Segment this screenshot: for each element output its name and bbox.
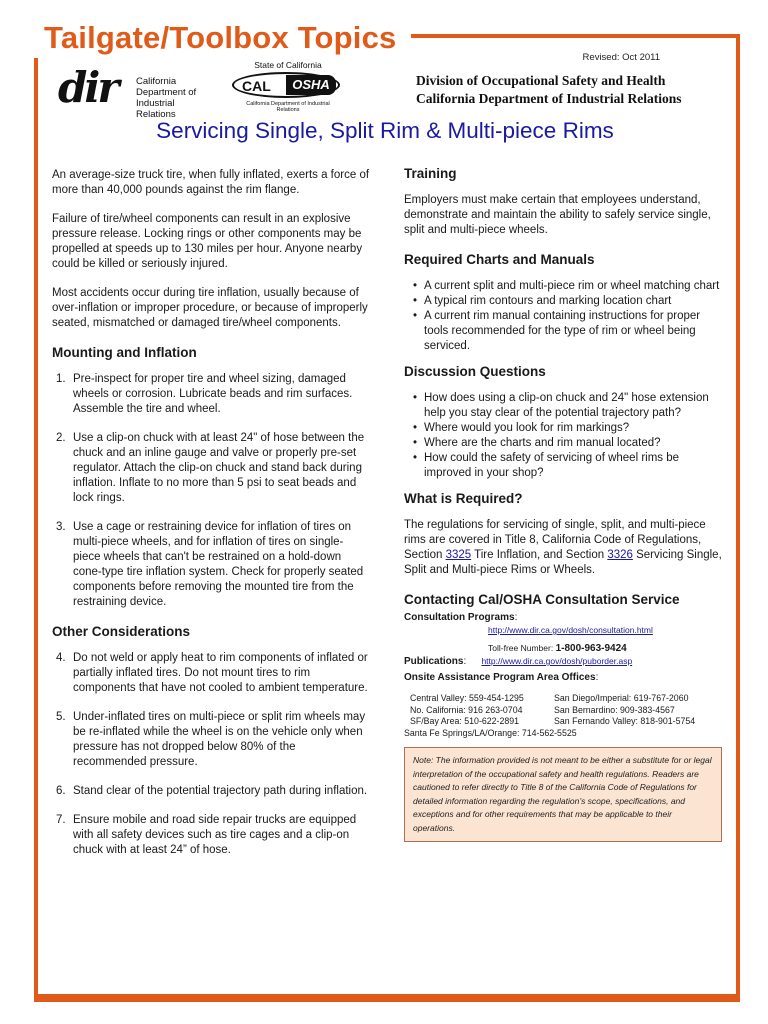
list-item: [52, 431, 370, 506]
required-heading: What is Required?: [404, 491, 523, 506]
dir-logo-text: [136, 76, 208, 120]
calosha-state-text: State of California: [254, 60, 322, 70]
department-line: California Department of Industrial Relations: [416, 91, 682, 106]
intro-paragraph: An average-size truck tire, when fully inflated, exerts a force of more than 40,000 pounds against the rim flange.: [52, 169, 370, 196]
list-item: • A typical rim contours and marking location chart: [404, 294, 722, 309]
office-entry: Central Valley: 559-454-1295: [410, 693, 524, 703]
main-title: Tailgate/Toolbox Topics: [44, 20, 397, 55]
list-item: • How does using a clip-on chuck and 24" hose extension help you stay clear of the potential trajectory path?: [404, 391, 722, 421]
mounting-steps-list: [52, 372, 370, 610]
training-heading: Training: [404, 166, 457, 181]
required-text: The regulations for servicing of single, split, and multi-piece rims are covered in Title 8, California Code of Regulations, Section: [404, 519, 706, 561]
section-3326-link[interactable]: 3326: [607, 549, 633, 561]
step-text: Use a clip-on chuck with at least 24" of hose between the chuck and an inline gauge and valve or properly pre-set regulator. Attach the clip-on chuck and stand back during inflation. Inflate to no more than 5 psi to seat beads and lock rings.: [73, 432, 365, 504]
offices-list: [404, 693, 722, 739]
onsite-colon: :: [595, 672, 599, 683]
required-text: Tire Inflation, and Section: [471, 549, 608, 561]
step-text: Use a cage or restraining device for inflation of tires on multi-piece wheels, and for inflation of tires on single-piece wheels that can't be restrained on a hold-down cone-type tire inflation system. Check for properly seated components before removing the mounted tire from the restraining device.: [73, 521, 364, 608]
consultation-label: Consultation Programs: [404, 612, 515, 623]
step-number: 7.: [56, 814, 66, 826]
publications-label: Publications: [404, 656, 464, 667]
calosha-oval: [232, 72, 340, 98]
list-item: • Where would you look for rim markings?: [404, 421, 722, 436]
step-text: Pre-inspect for proper tire and wheel sizing, damaged wheels or corrosion. Lubricate beads and rim surfaces. Assemble the tire and wheel.: [73, 373, 353, 415]
list-item: • A current split and multi-piece rim or wheel matching chart: [404, 279, 722, 294]
tollfree-label: Toll-free Number:: [488, 643, 556, 653]
discussion-heading: Discussion Questions: [404, 364, 546, 379]
section-3325-link[interactable]: 3325: [445, 549, 472, 561]
title-band: [26, 18, 411, 58]
list-item: [52, 813, 370, 858]
calosha-osha-text: OSHA: [286, 75, 336, 95]
charts-heading: Required Charts and Manuals: [404, 252, 595, 267]
list-item: [52, 651, 370, 696]
disclaimer-note: Note: The information provided is not meant to be either a substitute for or legal interpretation of the occupational safety and health regulations. Readers are cautioned to refer directly to Title 8 of the California Code of Regulations for detailed information regarding the regulation’s scope, specifications, and exceptions and for other requirements that may be applicable to their operations.: [404, 747, 722, 842]
step-text: Do not weld or apply heat to rim components of inflated or partially inflated tires. Do not mount tires to rim components that have not cooled to ambient temperature.: [73, 652, 368, 694]
intro-paragraph: Failure of tire/wheel components can result in an explosive pressure release. Locking rings or other components may be propelled at speeds up to 130 miles per hour. Anyone nearby could be killed or seriously injured.: [52, 213, 363, 270]
list-item: • A current rim manual containing instructions for proper tools recommended for the type of rim or wheel being serviced.: [404, 309, 722, 354]
step-number: 2.: [56, 432, 66, 444]
publications-colon: :: [463, 656, 467, 667]
office-entry: Santa Fe Springs/LA/Orange: 714-562-5525: [404, 727, 577, 738]
office-entry: San Fernando Valley: 818-901-5754: [554, 716, 696, 726]
step-number: 6.: [56, 785, 66, 797]
consultation-url-row: [488, 624, 722, 636]
step-text: Stand clear of the potential trajectory path during inflation.: [73, 785, 368, 797]
step-number: 4.: [56, 652, 66, 664]
office-entry: San Bernardino: 909-383-4567: [554, 704, 675, 715]
left-column: [52, 168, 370, 872]
list-item: [52, 372, 370, 417]
consultation-colon: :: [514, 612, 518, 623]
step-number: 5.: [56, 711, 66, 723]
list-item: [52, 520, 370, 610]
revised-date: Revised: Oct 2011: [582, 52, 660, 63]
list-item: [52, 710, 370, 770]
dir-logo: [58, 63, 208, 120]
division-block: [416, 72, 682, 108]
discussion-list: [404, 391, 722, 481]
consultation-link[interactable]: http://www.dir.ca.gov/dosh/consultation.html: [488, 625, 653, 635]
calosha-cal-text: CAL: [242, 78, 271, 94]
required-paragraph: [404, 518, 722, 578]
other-steps-list: [52, 651, 370, 858]
right-column: [404, 166, 722, 842]
calosha-sub-text: California Department of Industrial Relations: [246, 101, 330, 113]
list-item: • Where are the charts and rim manual located?: [404, 436, 722, 451]
intro-paragraph: Most accidents occur during tire inflation, usually because of over-inflation or improper procedure, or because of improperly seated, mismatched or damaged tire/wheel components.: [52, 287, 368, 329]
tollfree-number: 1-800-963-9424: [555, 643, 627, 654]
page-frame-bottom: [34, 994, 740, 1002]
contact-heading: Contacting Cal/OSHA Consultation Service: [404, 592, 680, 607]
calosha-logo: [228, 60, 348, 114]
office-row: [410, 716, 722, 728]
document-title: Servicing Single, Split Rim & Multi-piece Rims: [156, 118, 614, 143]
list-item: • How could the safety of servicing of wheel rims be improved in your shop?: [404, 451, 722, 481]
office-entry: SF/Bay Area: 510-622-2891: [410, 716, 520, 726]
step-number: 3.: [56, 521, 66, 533]
dir-logo-letters: dir: [58, 63, 117, 112]
list-item: [52, 784, 370, 799]
office-entry: San Diego/Imperial: 619-767-2060: [554, 693, 689, 703]
consultation-row: [404, 611, 722, 624]
publications-link[interactable]: http://www.dir.ca.gov/dosh/puborder.asp: [481, 656, 633, 666]
tollfree-row: [488, 642, 722, 655]
step-text: Under-inflated tires on multi-piece or split rim wheels may be re-inflated while the wheel is on the vehicle only when pressure has not dropped below 80% of the recommended pressure.: [73, 711, 366, 768]
office-row: [410, 693, 722, 705]
publications-row: [404, 655, 722, 668]
office-entry: No. California: 916 263-0704: [410, 704, 523, 715]
other-considerations-heading: Other Considerations: [52, 624, 191, 639]
onsite-row: [404, 670, 722, 685]
dir-logo-text-line: Industrial Relations: [136, 98, 176, 120]
division-line: Division of Occupational Safety and Health: [416, 73, 666, 88]
required-text: Servicing Single, Split and Multi-piece Rims or Wheels.: [404, 549, 722, 576]
charts-list: [404, 279, 722, 354]
step-number: 1.: [56, 373, 66, 385]
onsite-label: Onsite Assistance Program Area Offices: [404, 672, 596, 683]
dir-logo-text-line: California: [136, 76, 177, 87]
mounting-heading: Mounting and Inflation: [52, 345, 197, 360]
training-paragraph: Employers must make certain that employees understand, demonstrate and maintain the ability to safely service single, split and multi-piece wheels.: [404, 194, 711, 236]
step-text: Ensure mobile and road side repair trucks are equipped with all safety devices such as tire cages and a clip-on chuck with at least 24” of hose.: [73, 814, 357, 856]
dir-logo-text-line: Department of: [136, 87, 197, 98]
office-row: [410, 705, 722, 717]
